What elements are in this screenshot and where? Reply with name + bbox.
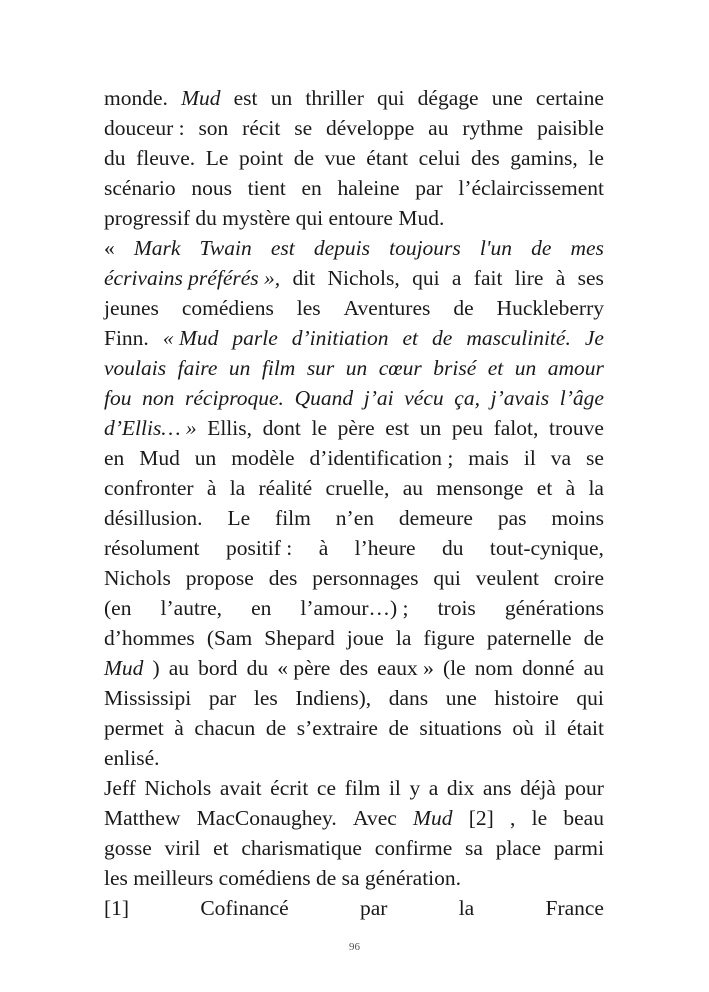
word: j’ai [363, 386, 394, 410]
word: film [275, 506, 311, 530]
word: cruelle, [325, 476, 390, 500]
page-number: 96 [349, 941, 360, 953]
word: depuis [313, 236, 370, 260]
word: trois [437, 596, 476, 620]
word: père [337, 416, 375, 440]
word: ce [316, 776, 337, 800]
word: bord [198, 656, 238, 680]
text-line [104, 833, 604, 863]
word: Mud [104, 656, 144, 680]
word: par [208, 686, 237, 710]
word: pour [564, 776, 604, 800]
word: dit [292, 266, 316, 290]
word: mes [570, 236, 604, 260]
word: moins [551, 506, 604, 530]
text-line [104, 143, 604, 173]
word: donné [522, 656, 575, 680]
word: qui [433, 566, 461, 590]
word: Le [227, 506, 251, 530]
word: trouve [548, 416, 604, 440]
text-line [104, 773, 604, 803]
word: par [415, 176, 443, 200]
word: est [233, 86, 258, 110]
word: il [523, 446, 536, 470]
text-line [104, 173, 604, 203]
word: a [428, 776, 439, 800]
word: ans [482, 776, 512, 800]
word: ) [152, 656, 160, 680]
word: mensonge [436, 476, 524, 500]
word: « Mud [162, 326, 219, 350]
word: haleine [337, 176, 400, 200]
word: permet [104, 716, 164, 740]
word: qui [412, 266, 440, 290]
word: cœur [378, 356, 422, 380]
word: situations [419, 716, 502, 740]
word: Twain [199, 236, 252, 260]
word: comédiens [181, 296, 274, 320]
word: est [385, 416, 410, 440]
word: du [441, 536, 464, 560]
word: de [583, 626, 604, 650]
word: ses [577, 266, 604, 290]
word: l’autre, [160, 596, 222, 620]
word: résolument [104, 536, 200, 560]
word: et [536, 476, 553, 500]
word: fleuve. [136, 146, 196, 170]
word: étant [366, 146, 409, 170]
word: « père [277, 656, 331, 680]
word: dégage [417, 86, 479, 110]
word: amour [547, 356, 604, 380]
word: au [402, 476, 423, 500]
word: (en [104, 596, 132, 620]
word: Nichols, [327, 266, 400, 290]
word: l’âge [559, 386, 604, 410]
word: confronter [104, 476, 194, 500]
word: son [198, 116, 229, 140]
word: parmi [553, 836, 604, 860]
word: l’amour…) ; [300, 596, 409, 620]
word: joue [346, 626, 384, 650]
word: à [318, 536, 329, 560]
word: Mud [139, 446, 180, 470]
word: eaux » [377, 656, 434, 680]
word: au [168, 656, 190, 680]
word: histoire [494, 686, 559, 710]
word: pas [497, 506, 527, 530]
word: par [359, 896, 388, 920]
word: jeunes [104, 296, 159, 320]
word: celui [418, 146, 461, 170]
word: masculinité. [466, 326, 571, 350]
word: des [471, 146, 500, 170]
word: d’Ellis… » [104, 416, 197, 440]
word: réalité [258, 476, 313, 500]
word: point [239, 146, 284, 170]
word: Avec [353, 806, 397, 830]
text-line [104, 863, 604, 893]
word: la [395, 626, 412, 650]
word: avait [219, 776, 262, 800]
word: Mud [413, 806, 453, 830]
word: dont [262, 416, 301, 440]
word: du [246, 656, 269, 680]
word: écrit [270, 776, 309, 800]
word: se [585, 446, 604, 470]
text-line [104, 233, 604, 263]
word: vue [324, 146, 356, 170]
word: de [265, 716, 287, 740]
word: dans [388, 686, 429, 710]
word: Quand [294, 386, 354, 410]
word: vécu [404, 386, 444, 410]
text-line [104, 533, 604, 563]
word: réciproque. [185, 386, 284, 410]
word: Matthew [104, 806, 181, 830]
text-line [104, 413, 604, 443]
text-line [104, 323, 604, 353]
word: un [514, 356, 537, 380]
word: au [428, 116, 449, 140]
word: film [344, 776, 381, 800]
word: à [174, 716, 184, 740]
word: lire [514, 266, 544, 290]
word: déjà [520, 776, 556, 800]
word: d’identification ; [309, 446, 454, 470]
word: Finn. [104, 326, 149, 350]
text-line [104, 893, 604, 923]
word: du [104, 146, 126, 170]
text-line [104, 563, 604, 593]
word: qui [576, 686, 604, 710]
word: (le [442, 656, 466, 680]
word: parle [232, 326, 278, 350]
word: les [296, 296, 321, 320]
word: a [451, 266, 462, 290]
text-line [104, 473, 604, 503]
word: est [270, 236, 295, 260]
word: France [545, 896, 604, 920]
word: en [301, 176, 322, 200]
text-line [104, 203, 604, 233]
word: nom [474, 656, 513, 680]
word: d’initiation [291, 326, 389, 350]
word: beau [563, 806, 604, 830]
word: MacConaughey. [196, 806, 337, 830]
text-line [104, 803, 604, 833]
word: et [402, 326, 419, 350]
word: mais [468, 446, 509, 470]
text-line [104, 503, 604, 533]
word: chacun [194, 716, 256, 740]
word: Nichols [144, 776, 212, 800]
word: Huckleberry [496, 296, 604, 320]
word: positif : [225, 536, 293, 560]
word: l’heure [354, 536, 416, 560]
word: gosse [104, 836, 152, 860]
word: tient [247, 176, 286, 200]
word: des [339, 656, 369, 680]
word: sur [306, 356, 335, 380]
text-line [104, 443, 604, 473]
word: (Sam [206, 626, 253, 650]
word: était [566, 716, 604, 740]
word: croire [553, 566, 604, 590]
word: et [487, 356, 504, 380]
word: de [432, 326, 453, 350]
word: il [388, 776, 401, 800]
word: tout-cynique, [489, 536, 604, 560]
text-line [104, 593, 604, 623]
word: n’en [335, 506, 374, 530]
text-line [104, 653, 604, 683]
word: Nichols [104, 566, 171, 590]
word: [1] [104, 896, 130, 920]
text-line [104, 263, 604, 293]
word: « [104, 236, 115, 260]
word: la [229, 476, 246, 500]
word: toujours [389, 236, 461, 260]
text-line [104, 113, 604, 143]
word: Aventures [343, 296, 431, 320]
word: à [565, 476, 576, 500]
word: peu [451, 416, 483, 440]
word: personnages [312, 566, 419, 590]
word: charismatique [241, 836, 362, 860]
word: propose [185, 566, 254, 590]
word: place [495, 836, 542, 860]
word: enlisé. [104, 746, 160, 770]
word: Indiens), [295, 686, 372, 710]
word: demeure [398, 506, 473, 530]
word: ça, [454, 386, 480, 410]
word: figure [423, 626, 475, 650]
word: un [270, 86, 293, 110]
text-line [104, 683, 604, 713]
word: une [445, 686, 477, 710]
word: veulent [475, 566, 539, 590]
word: paternelle [486, 626, 572, 650]
word: un [345, 356, 368, 380]
word: brisé [433, 356, 477, 380]
word: la [588, 476, 604, 500]
word: de [531, 236, 552, 260]
word: Ellis, [207, 416, 252, 440]
word: Le [205, 146, 229, 170]
word: en [104, 446, 125, 470]
word: se [294, 116, 313, 140]
word: Jeff [104, 776, 136, 800]
word: certaine [535, 86, 604, 110]
word: un [419, 416, 442, 440]
word: Mississipi [104, 686, 192, 710]
word: générations [504, 596, 604, 620]
word: des [268, 566, 298, 590]
word: la [458, 896, 475, 920]
word: rythme [462, 116, 524, 140]
word: de [388, 716, 409, 740]
word: d’hommes [104, 626, 195, 650]
text-line [104, 623, 604, 653]
word: voulais [104, 356, 167, 380]
word: à [206, 476, 217, 500]
word: douceur : [104, 116, 185, 140]
word: Je [584, 326, 604, 350]
word: un [228, 356, 251, 380]
word: développe [325, 116, 415, 140]
word: y [409, 776, 421, 800]
word: en [251, 596, 272, 620]
word: modèle [231, 446, 295, 470]
word: faire [177, 356, 218, 380]
word: fait [473, 266, 503, 290]
word: où [512, 716, 534, 740]
word: le [531, 806, 548, 830]
word: au [583, 656, 604, 680]
word: les meilleurs comédiens de sa génération. [104, 866, 462, 890]
word: Mud [181, 86, 221, 110]
text-line [104, 83, 604, 113]
word: il [544, 716, 557, 740]
word: écrivains préférés », [104, 266, 281, 290]
word: l’éclaircissement [458, 176, 604, 200]
word: récit [242, 116, 281, 140]
word: film [261, 356, 296, 380]
word: qui [377, 86, 405, 110]
word: confirme [374, 836, 453, 860]
word: monde. [104, 86, 168, 110]
text-line [104, 383, 604, 413]
word: thriller [305, 86, 364, 110]
word: scénario [104, 176, 176, 200]
word: le [311, 416, 328, 440]
word: à [555, 266, 566, 290]
text-line [104, 743, 604, 773]
word: Shepard [264, 626, 335, 650]
word: sa [465, 836, 483, 860]
word: le [588, 146, 604, 170]
text-line [104, 353, 604, 383]
word: j’avais [490, 386, 550, 410]
word: une [491, 86, 523, 110]
word: gamins, [510, 146, 578, 170]
word: non [142, 386, 175, 410]
word: s’extraire [296, 716, 378, 740]
text-line [104, 293, 604, 323]
word: fou [104, 386, 132, 410]
word: nous [191, 176, 232, 200]
word: [2] [468, 806, 494, 830]
word: Mark [133, 236, 181, 260]
word: de [293, 146, 315, 170]
word: progressif du mystère qui entoure Mud. [104, 206, 445, 230]
word: paisible [537, 116, 604, 140]
word: falot, [493, 416, 539, 440]
text-line [104, 713, 604, 743]
word: va [550, 446, 572, 470]
word: , [510, 806, 516, 830]
word: les [253, 686, 278, 710]
word: un [194, 446, 217, 470]
word: dix [446, 776, 475, 800]
word: désillusion. [104, 506, 203, 530]
word: l'un [479, 236, 512, 260]
word: et [213, 836, 229, 860]
word: viril [164, 836, 201, 860]
word: Cofinancé [200, 896, 289, 920]
word: de [453, 296, 474, 320]
